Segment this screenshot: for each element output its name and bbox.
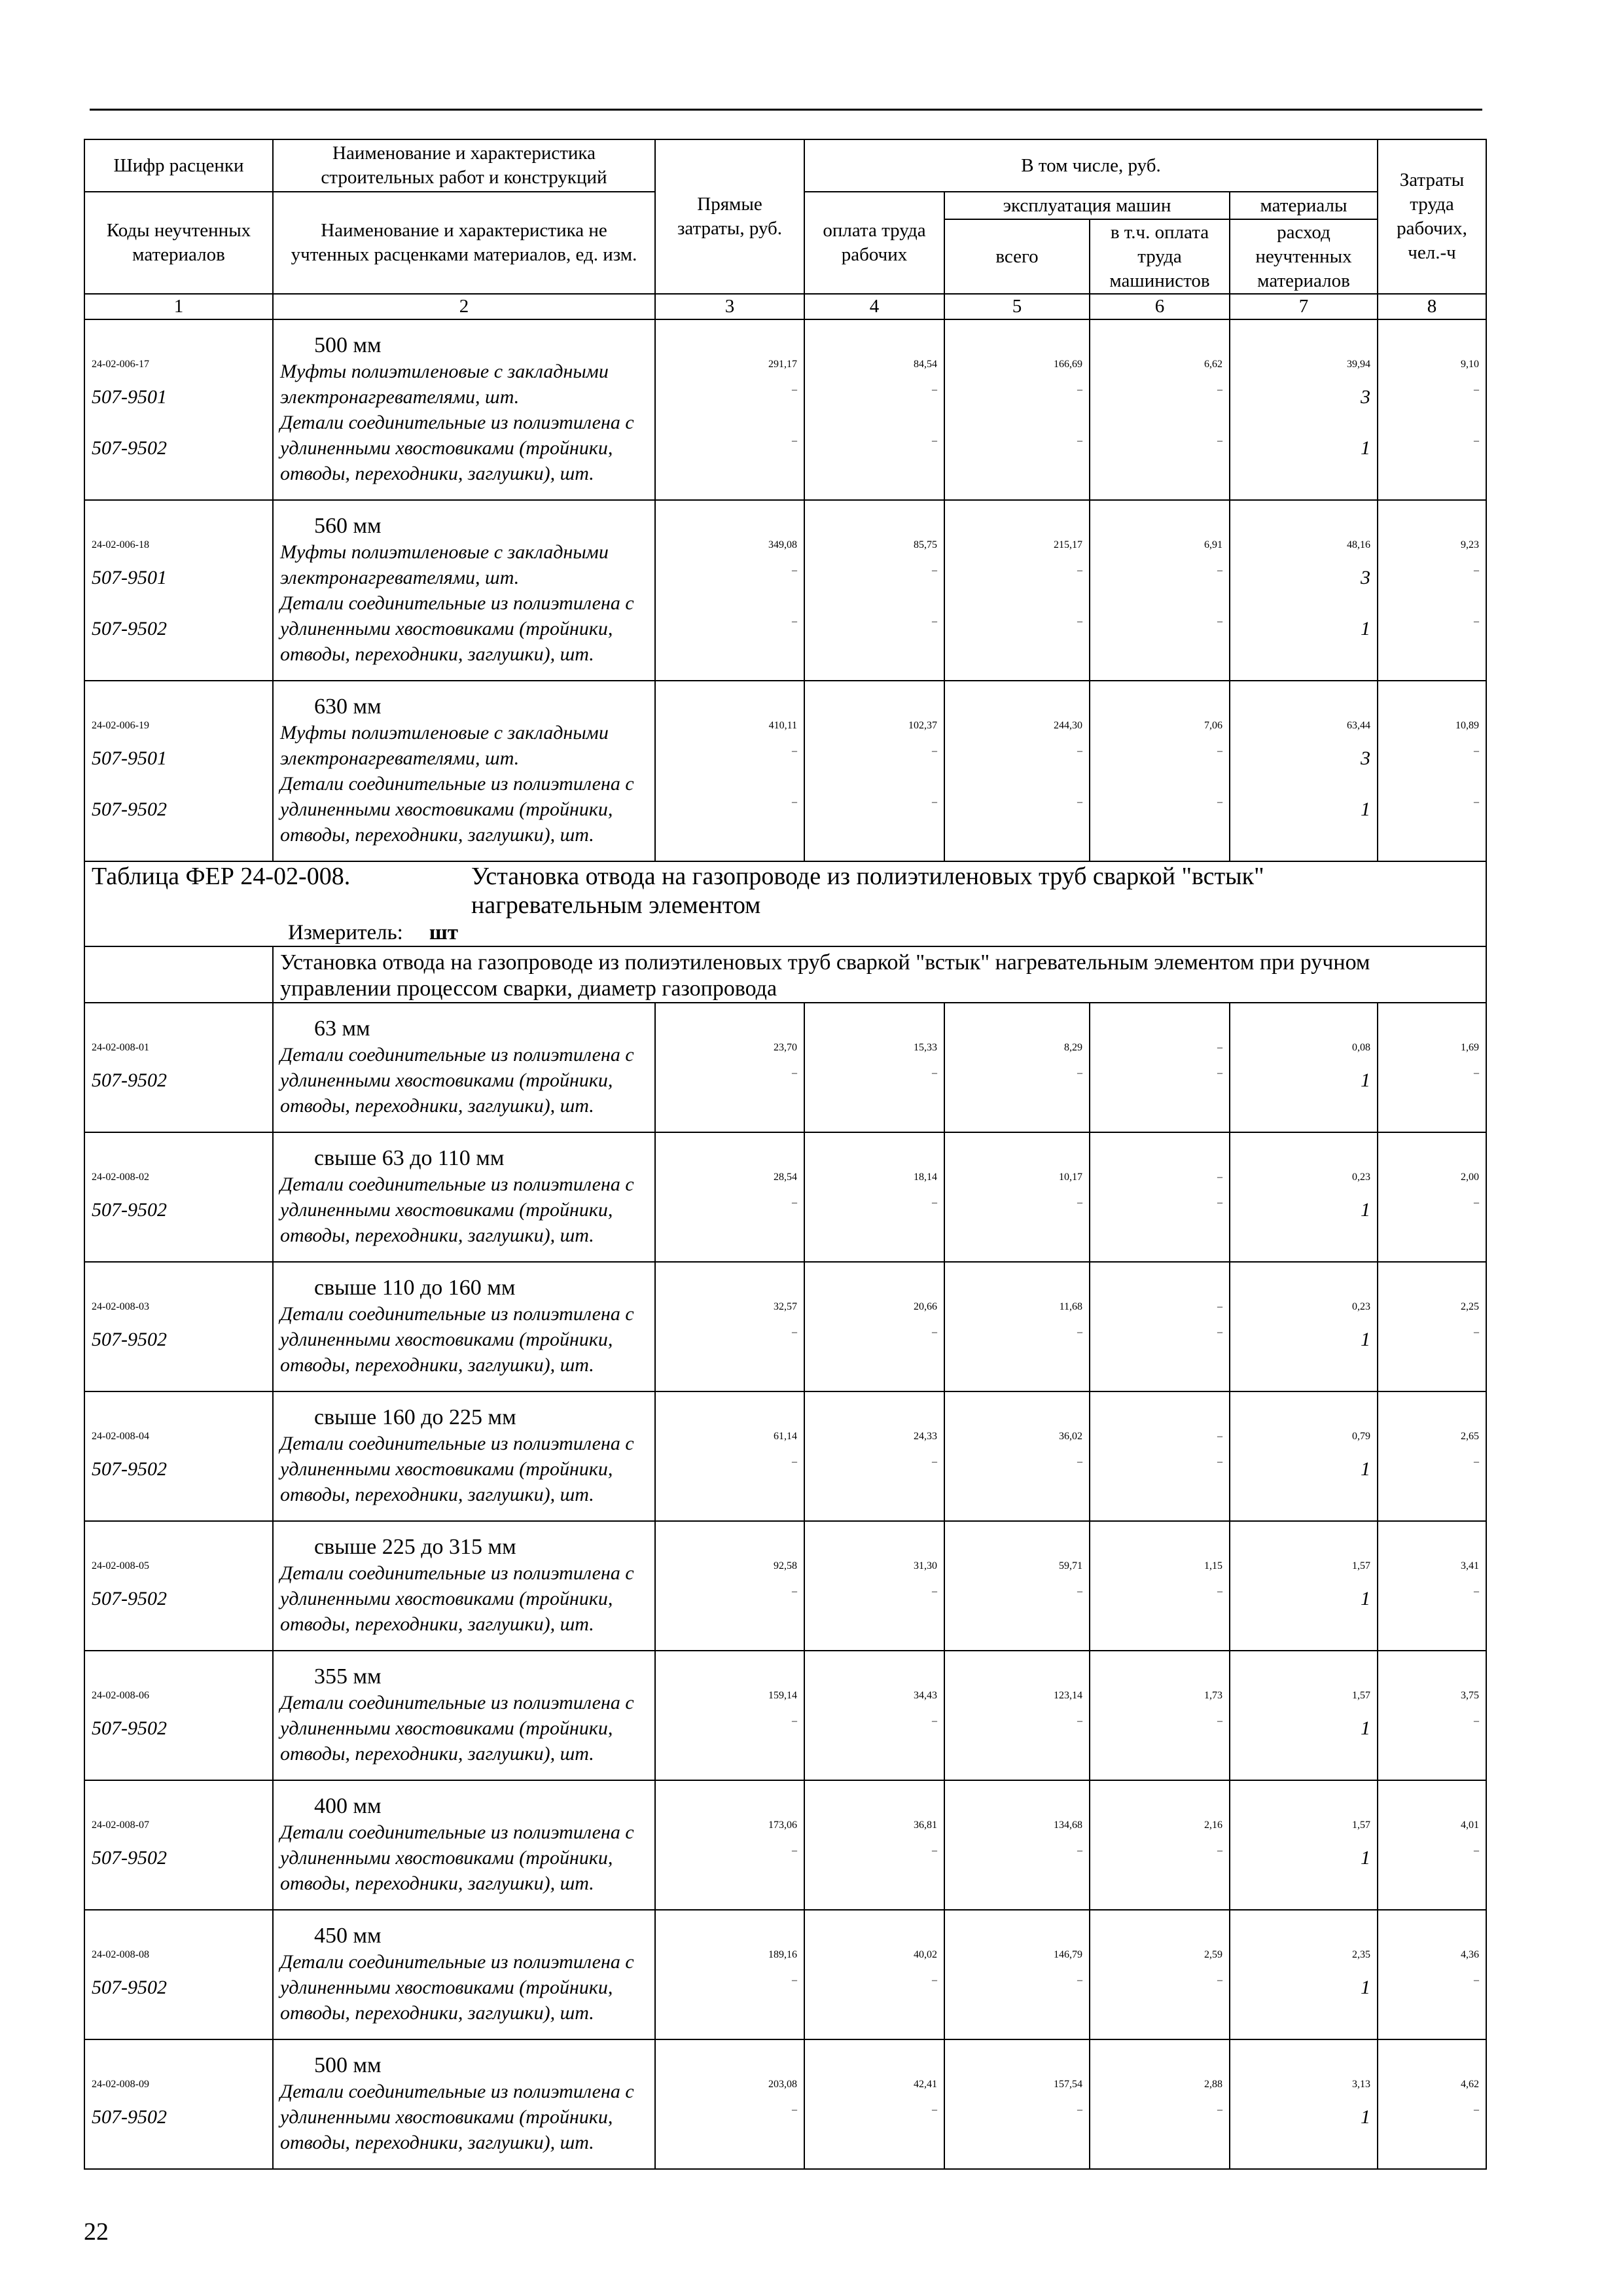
- header-direct: Прямые затраты, руб.: [655, 139, 804, 294]
- table-row: [84, 500, 1486, 681]
- dash: –: [1474, 1586, 1479, 1597]
- machinist-labor: 6,91: [1204, 539, 1222, 550]
- machine-cost: 10,17: [1059, 1172, 1082, 1183]
- machine-cost: 123,14: [1054, 1690, 1082, 1701]
- measure-unit: шт: [429, 921, 458, 944]
- dash: –: [1217, 616, 1222, 627]
- rate-code: 24-02-008-06: [92, 1690, 149, 1701]
- header-labor: оплата труда рабочих: [804, 192, 944, 294]
- dash: –: [1077, 1327, 1082, 1338]
- spacer: [952, 590, 1082, 616]
- labor-cost: 42,41: [914, 2079, 937, 2090]
- material-code: 507-9502: [92, 1717, 167, 1739]
- machine-cost: 36,02: [1059, 1431, 1082, 1442]
- col-number: 2: [273, 294, 655, 319]
- dash: –: [1217, 435, 1222, 446]
- material-cost: 0,79: [1352, 1431, 1370, 1442]
- work-name: свыше 225 до 315 мм: [314, 1535, 516, 1559]
- dash: –: [1474, 1715, 1479, 1727]
- material-qty: 1: [1361, 1977, 1370, 1998]
- material-name: Муфты полиэтиленовые с закладными электронагревателями, шт.: [280, 541, 609, 588]
- dash: –: [1217, 797, 1222, 808]
- dash: –: [932, 1845, 937, 1856]
- machine-cost: 157,54: [1054, 2079, 1082, 2090]
- spacer: [1097, 771, 1222, 797]
- table-row: [84, 1910, 1486, 2039]
- labor-cost: 40,02: [914, 1949, 937, 1960]
- material-code: 507-9502: [92, 1199, 167, 1221]
- spacer: [662, 590, 797, 616]
- labor-hours: 9,23: [1461, 539, 1479, 550]
- labor-cost: 24,33: [914, 1431, 937, 1442]
- dash: –: [932, 435, 937, 446]
- machine-cost: 244,30: [1054, 720, 1082, 731]
- material-code: 507-9502: [92, 1977, 167, 1998]
- rate-code: 24-02-008-01: [92, 1042, 149, 1053]
- material-cost: 2,35: [1352, 1949, 1370, 1960]
- col-number: 1: [84, 294, 273, 319]
- table-title-row: [84, 861, 1486, 946]
- dash: –: [932, 1327, 937, 1338]
- material-qty: 1: [1361, 1458, 1370, 1480]
- dash: –: [1077, 565, 1082, 576]
- dash: –: [1077, 435, 1082, 446]
- dash: –: [932, 565, 937, 576]
- machinist-labor: –: [1217, 1301, 1222, 1312]
- dash: –: [1217, 1456, 1222, 1467]
- labor-cost: 31,30: [914, 1560, 937, 1571]
- rate-code: 24-02-008-03: [92, 1301, 149, 1312]
- dash: –: [1077, 1715, 1082, 1727]
- table-row: [84, 681, 1486, 861]
- table-row: [84, 1780, 1486, 1910]
- table-row: [84, 2039, 1486, 2169]
- material-name: Детали соединительные из полиэтилена с удлиненными хвостовиками (тройники, отводы, переходники, заглушки), шт.: [280, 2081, 634, 2153]
- machine-cost: 134,68: [1054, 1820, 1082, 1831]
- labor-cost: 36,81: [914, 1820, 937, 1831]
- spacer: [1385, 410, 1479, 435]
- dash: –: [1077, 1586, 1082, 1597]
- dash: –: [1077, 1456, 1082, 1467]
- direct-cost: 349,08: [768, 539, 797, 550]
- material-qty: 1: [1361, 798, 1370, 820]
- material-code: 507-9502: [92, 618, 167, 639]
- material-qty: 1: [1361, 1588, 1370, 1609]
- dash: –: [1474, 1327, 1479, 1338]
- material-name: Детали соединительные из полиэтилена с удлиненными хвостовиками (тройники, отводы, переходники, заглушки), шт.: [280, 1562, 634, 1635]
- machinist-labor: –: [1217, 1431, 1222, 1442]
- material-name: Детали соединительные из полиэтилена с удлиненными хвостовиками (тройники, отводы, переходники, заглушки), шт.: [280, 412, 634, 484]
- dash: –: [1077, 1975, 1082, 1986]
- work-name: 450 мм: [314, 1924, 382, 1948]
- material-code: 507-9501: [92, 386, 167, 408]
- work-name: свыше 110 до 160 мм: [314, 1276, 516, 1300]
- labor-cost: 34,43: [914, 1690, 937, 1701]
- dash: –: [1077, 2104, 1082, 2115]
- measure-label: Измеритель:: [288, 921, 403, 944]
- dash: –: [792, 565, 797, 576]
- direct-cost: 189,16: [768, 1949, 797, 1960]
- labor-cost: 85,75: [914, 539, 937, 550]
- header-mat-name: Наименование и характеристика не учтенных расценками материалов, ед. изм.: [273, 192, 655, 294]
- machine-cost: 215,17: [1054, 539, 1082, 550]
- header-mach-total: всего: [944, 219, 1090, 294]
- rate-code: 24-02-008-05: [92, 1560, 149, 1571]
- dash: –: [792, 384, 797, 395]
- dash: –: [1474, 384, 1479, 395]
- material-name: Муфты полиэтиленовые с закладными электронагревателями, шт.: [280, 361, 609, 408]
- machinist-labor: 6,62: [1204, 359, 1222, 370]
- material-qty: 1: [1361, 1717, 1370, 1739]
- spacer: [662, 410, 797, 435]
- labor-hours: 2,65: [1461, 1431, 1479, 1442]
- work-name: свыше 63 до 110 мм: [314, 1146, 505, 1170]
- material-code: 507-9502: [92, 1847, 167, 1869]
- material-qty: 1: [1361, 1199, 1370, 1221]
- material-name: Муфты полиэтиленовые с закладными электронагревателями, шт.: [280, 722, 609, 769]
- spacer: [1237, 771, 1370, 797]
- dash: –: [1217, 1715, 1222, 1727]
- direct-cost: 32,57: [774, 1301, 797, 1312]
- spacer: [92, 590, 266, 616]
- machinist-labor: –: [1217, 1172, 1222, 1183]
- spacer: [1097, 410, 1222, 435]
- dash: –: [792, 1067, 797, 1079]
- material-code: 507-9502: [92, 437, 167, 459]
- direct-cost: 61,14: [774, 1431, 797, 1442]
- spacer: [952, 410, 1082, 435]
- material-code: 507-9502: [92, 798, 167, 820]
- work-name: 400 мм: [314, 1794, 382, 1818]
- dash: –: [1474, 797, 1479, 808]
- dash: –: [1474, 1197, 1479, 1208]
- dash: –: [1077, 1067, 1082, 1079]
- material-name: Детали соединительные из полиэтилена с удлиненными хвостовиками (тройники, отводы, переходники, заглушки), шт.: [280, 1303, 634, 1376]
- material-cost: 1,57: [1352, 1690, 1370, 1701]
- dash: –: [792, 616, 797, 627]
- labor-cost: 20,66: [914, 1301, 937, 1312]
- dash: –: [792, 435, 797, 446]
- dash: –: [1474, 1845, 1479, 1856]
- table-title-text: Установка отвода на газопроводе из полиэтиленовых труб сваркой "встык" нагревательным элементом: [471, 863, 1264, 919]
- price-table: [84, 139, 1487, 2170]
- dash: –: [1474, 2104, 1479, 2115]
- header-name: Наименование и характеристика строительных работ и конструкций: [273, 139, 655, 192]
- dash: –: [932, 1197, 937, 1208]
- direct-cost: 173,06: [768, 1820, 797, 1831]
- spacer: [1097, 590, 1222, 616]
- table-row: [84, 1521, 1486, 1651]
- table-row: [84, 1651, 1486, 1780]
- section-title: Установка отвода на газопроводе из полиэтиленовых труб сваркой "встык" нагревательным элементом при ручном управлении процессом сварки, диаметр газопровода: [273, 946, 1486, 1003]
- direct-cost: 28,54: [774, 1172, 797, 1183]
- material-cost: 0,23: [1352, 1301, 1370, 1312]
- dash: –: [1474, 616, 1479, 627]
- header-numbers: [84, 294, 1486, 319]
- rate-code: 24-02-006-17: [92, 359, 149, 370]
- section-empty: [84, 946, 273, 1003]
- col-number: 5: [944, 294, 1090, 319]
- spacer: [92, 771, 266, 797]
- table-row: [84, 319, 1486, 500]
- rate-code: 24-02-008-09: [92, 2079, 149, 2090]
- table-header: [84, 139, 1486, 319]
- material-qty: 1: [1361, 618, 1370, 639]
- dash: –: [1474, 1067, 1479, 1079]
- material-name: Детали соединительные из полиэтилена с удлиненными хвостовиками (тройники, отводы, переходники, заглушки), шт.: [280, 1821, 634, 1894]
- material-name: Детали соединительные из полиэтилена с удлиненными хвостовиками (тройники, отводы, переходники, заглушки), шт.: [280, 1692, 634, 1765]
- dash: –: [932, 1715, 937, 1727]
- machine-cost: 166,69: [1054, 359, 1082, 370]
- labor-cost: 18,14: [914, 1172, 937, 1183]
- header-workers: Затраты труда рабочих, чел.-ч: [1378, 139, 1486, 294]
- rate-code: 24-02-008-07: [92, 1820, 149, 1831]
- dash: –: [1474, 745, 1479, 757]
- dash: –: [792, 1197, 797, 1208]
- dash: –: [932, 616, 937, 627]
- work-name: свыше 160 до 225 мм: [314, 1405, 516, 1429]
- table-row: [84, 1391, 1486, 1521]
- machinist-labor: 1,15: [1204, 1560, 1222, 1571]
- material-cost: 63,44: [1347, 720, 1370, 731]
- work-name: 500 мм: [314, 333, 382, 357]
- machine-cost: 59,71: [1059, 1560, 1082, 1571]
- dash: –: [1077, 745, 1082, 757]
- rate-code: 24-02-006-19: [92, 720, 149, 731]
- material-code: 507-9502: [92, 1458, 167, 1480]
- labor-hours: 10,89: [1455, 720, 1479, 731]
- material-code: 507-9502: [92, 2106, 167, 2128]
- header-materials: материалы: [1230, 192, 1378, 219]
- rate-code: 24-02-008-04: [92, 1431, 149, 1442]
- rate-code: 24-02-008-08: [92, 1949, 149, 1960]
- dash: –: [1217, 1586, 1222, 1597]
- col-number: 8: [1378, 294, 1486, 319]
- header-incl: В том числе, руб.: [804, 139, 1378, 192]
- work-name: 630 мм: [314, 694, 382, 719]
- dash: –: [932, 384, 937, 395]
- material-name: Детали соединительные из полиэтилена с удлиненными хвостовиками (тройники, отводы, переходники, заглушки), шт.: [280, 1433, 634, 1505]
- header-codes: Коды неучтенных материалов: [84, 192, 273, 294]
- rate-code: 24-02-006-18: [92, 539, 149, 550]
- material-cost: 48,16: [1347, 539, 1370, 550]
- dash: –: [792, 2104, 797, 2115]
- material-name: Детали соединительные из полиэтилена с удлиненными хвостовиками (тройники, отводы, переходники, заглушки), шт.: [280, 1174, 634, 1246]
- direct-cost: 203,08: [768, 2079, 797, 2090]
- dash: –: [792, 1845, 797, 1856]
- dash: –: [932, 2104, 937, 2115]
- material-qty: 1: [1361, 1847, 1370, 1869]
- header-shifr: Шифр расценки: [84, 139, 273, 192]
- machinist-labor: 2,59: [1204, 1949, 1222, 1960]
- dash: –: [1077, 1197, 1082, 1208]
- spacer: [812, 590, 937, 616]
- labor-hours: 9,10: [1461, 359, 1479, 370]
- spacer: [812, 771, 937, 797]
- machine-cost: 8,29: [1064, 1042, 1082, 1053]
- machinist-labor: –: [1217, 1042, 1222, 1053]
- header-mat-use: расход неучтенных материалов: [1230, 219, 1378, 294]
- material-qty: 3: [1361, 386, 1370, 408]
- spacer: [952, 771, 1082, 797]
- header-machines: эксплуатация машин: [944, 192, 1230, 219]
- material-name: Детали соединительные из полиэтилена с удлиненными хвостовиками (тройники, отводы, переходники, заглушки), шт.: [280, 1044, 634, 1117]
- spacer: [92, 410, 266, 435]
- dash: –: [1217, 1327, 1222, 1338]
- work-name: 560 мм: [314, 514, 382, 538]
- material-code: 507-9502: [92, 1329, 167, 1350]
- col-number: 7: [1230, 294, 1378, 319]
- dash: –: [1474, 565, 1479, 576]
- col-number: 3: [655, 294, 804, 319]
- dash: –: [1474, 435, 1479, 446]
- col-number: 4: [804, 294, 944, 319]
- spacer: [1237, 410, 1370, 435]
- dash: –: [1217, 1197, 1222, 1208]
- dash: –: [1077, 616, 1082, 627]
- machinist-labor: 2,88: [1204, 2079, 1222, 2090]
- labor-cost: 84,54: [914, 359, 937, 370]
- header-mach-labor: в т.ч. оплата труда машинистов: [1090, 219, 1230, 294]
- labor-hours: 4,01: [1461, 1820, 1479, 1831]
- labor-hours: 4,36: [1461, 1949, 1479, 1960]
- measure-line: [92, 920, 1479, 946]
- spacer: [1385, 590, 1479, 616]
- dash: –: [1217, 565, 1222, 576]
- dash: –: [932, 745, 937, 757]
- dash: –: [932, 1975, 937, 1986]
- machinist-labor: 7,06: [1204, 720, 1222, 731]
- material-qty: 1: [1361, 1329, 1370, 1350]
- material-cost: 0,23: [1352, 1172, 1370, 1183]
- rate-code: 24-02-008-02: [92, 1172, 149, 1183]
- material-code: 507-9502: [92, 1588, 167, 1609]
- direct-cost: 23,70: [774, 1042, 797, 1053]
- material-cost: 3,13: [1352, 2079, 1370, 2090]
- labor-hours: 4,62: [1461, 2079, 1479, 2090]
- material-qty: 1: [1361, 437, 1370, 459]
- dash: –: [1077, 384, 1082, 395]
- dash: –: [1474, 1975, 1479, 1986]
- direct-cost: 92,58: [774, 1560, 797, 1571]
- material-qty: 3: [1361, 747, 1370, 769]
- dash: –: [1077, 1845, 1082, 1856]
- material-qty: 3: [1361, 567, 1370, 588]
- work-name: 355 мм: [314, 1664, 382, 1689]
- dash: –: [932, 1456, 937, 1467]
- dash: –: [792, 1586, 797, 1597]
- dash: –: [1217, 1975, 1222, 1986]
- material-cost: 0,08: [1352, 1042, 1370, 1053]
- dash: –: [1217, 1845, 1222, 1856]
- dash: –: [1077, 797, 1082, 808]
- top-rule: [90, 109, 1482, 111]
- material-cost: 39,94: [1347, 359, 1370, 370]
- spacer: [1385, 771, 1479, 797]
- spacer: [1237, 590, 1370, 616]
- dash: –: [932, 1586, 937, 1597]
- labor-hours: 2,00: [1461, 1172, 1479, 1183]
- machinist-labor: 2,16: [1204, 1820, 1222, 1831]
- dash: –: [1217, 384, 1222, 395]
- section-title-row: [84, 946, 1486, 1003]
- work-name: 500 мм: [314, 2053, 382, 2077]
- labor-hours: 3,41: [1461, 1560, 1479, 1571]
- material-qty: 1: [1361, 2106, 1370, 2128]
- dash: –: [792, 1975, 797, 1986]
- work-name: 63 мм: [314, 1016, 370, 1041]
- dash: –: [1474, 1456, 1479, 1467]
- table-title-code: Таблица ФЕР 24-02-008.: [92, 863, 351, 890]
- spacer: [812, 410, 937, 435]
- dash: –: [1217, 1067, 1222, 1079]
- machine-cost: 11,68: [1059, 1301, 1082, 1312]
- labor-cost: 102,37: [908, 720, 937, 731]
- dash: –: [792, 1715, 797, 1727]
- material-cost: 1,57: [1352, 1560, 1370, 1571]
- dash: –: [932, 797, 937, 808]
- material-name: Детали соединительные из полиэтилена с удлиненными хвостовиками (тройники, отводы, переходники, заглушки), шт.: [280, 773, 634, 846]
- dash: –: [792, 745, 797, 757]
- material-code: 507-9501: [92, 747, 167, 769]
- col-number: 6: [1090, 294, 1230, 319]
- direct-cost: 159,14: [768, 1690, 797, 1701]
- spacer: [662, 771, 797, 797]
- machine-cost: 146,79: [1054, 1949, 1082, 1960]
- material-code: 507-9501: [92, 567, 167, 588]
- table-row: [84, 1262, 1486, 1391]
- table-row: [84, 1132, 1486, 1262]
- direct-cost: 410,11: [768, 720, 797, 731]
- machinist-labor: 1,73: [1204, 1690, 1222, 1701]
- table-row: [84, 1003, 1486, 1132]
- dash: –: [1217, 745, 1222, 757]
- dash: –: [792, 1456, 797, 1467]
- dash: –: [792, 1327, 797, 1338]
- material-name: Детали соединительные из полиэтилена с удлиненными хвостовиками (тройники, отводы, переходники, заглушки), шт.: [280, 592, 634, 665]
- labor-hours: 1,69: [1461, 1042, 1479, 1053]
- labor-cost: 15,33: [914, 1042, 937, 1053]
- material-cost: 1,57: [1352, 1820, 1370, 1831]
- dash: –: [792, 797, 797, 808]
- material-code: 507-9502: [92, 1069, 167, 1091]
- labor-hours: 2,25: [1461, 1301, 1479, 1312]
- page-number: 22: [84, 2218, 109, 2246]
- direct-cost: 291,17: [768, 359, 797, 370]
- material-qty: 1: [1361, 1069, 1370, 1091]
- dash: –: [1217, 2104, 1222, 2115]
- material-name: Детали соединительные из полиэтилена с удлиненными хвостовиками (тройники, отводы, переходники, заглушки), шт.: [280, 1951, 634, 2024]
- labor-hours: 3,75: [1461, 1690, 1479, 1701]
- dash: –: [932, 1067, 937, 1079]
